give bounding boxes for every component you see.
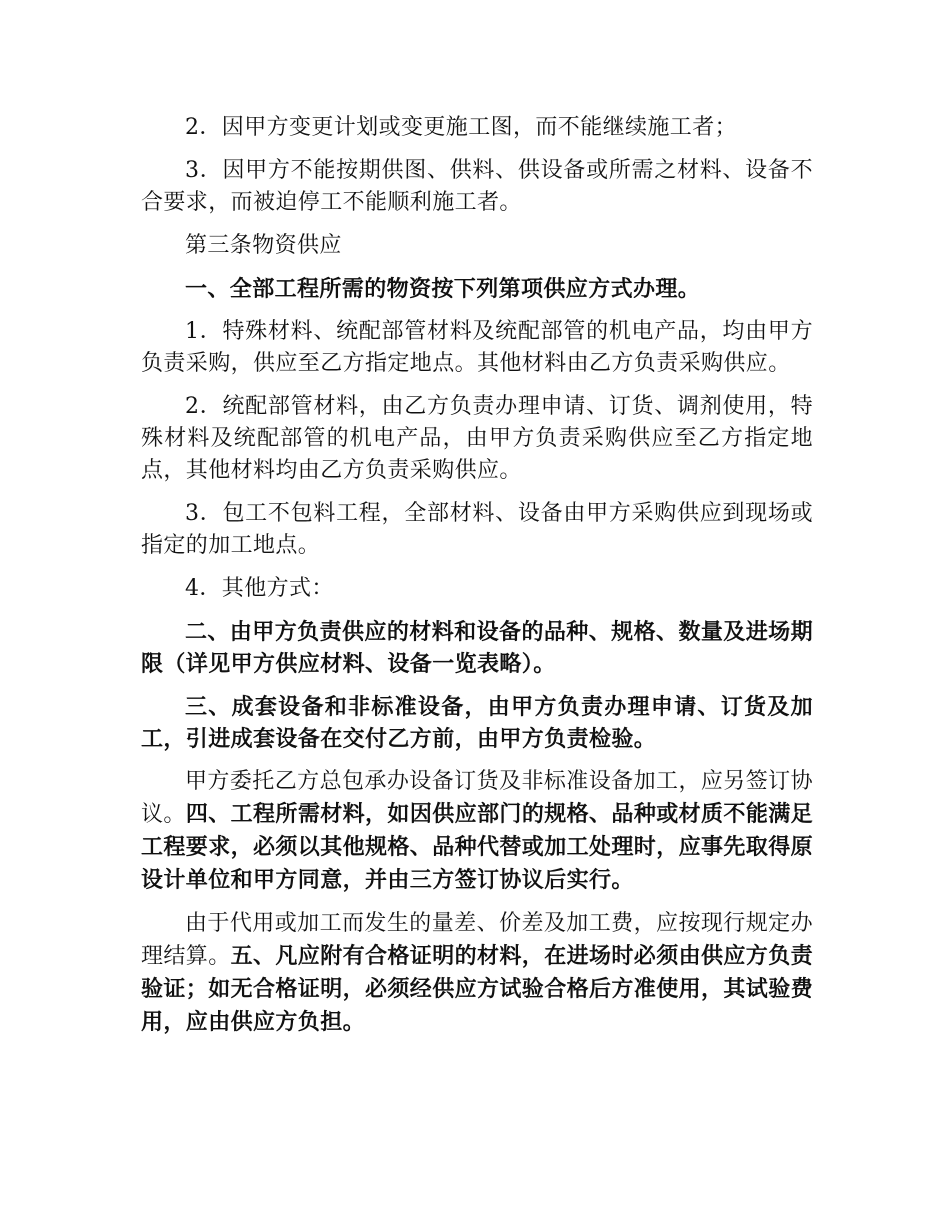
paragraph-1 xyxy=(141,112,813,144)
paragraph-option-1 xyxy=(141,316,813,380)
section-heading-article-3-text: 第三条物资供应 xyxy=(185,233,342,258)
paragraph-option-4-text: 4．其他方式： xyxy=(185,576,334,601)
paragraph-clause-5 xyxy=(141,908,813,1039)
paragraph-clause-3-text: 三、成套设备和非标准设备，由甲方负责办理申请、订货及加工，引进成套设备在交付乙方前，由甲方负责检验。 xyxy=(141,694,813,752)
paragraph-clause-5-bold: 五、凡应附有合格证明的材料，在进场时必须由供应方负责验证；如无合格证明，必须经供应方试验合格后方准使用，其试验费用，应由供应方负担。 xyxy=(141,943,814,1035)
paragraph-option-3-text: 3．包工不包料工程，全部材料、设备由甲方采购供应到现场或指定的加工地点。 xyxy=(141,501,813,558)
paragraph-clause-1-text: 一、全部工程所需的物资按下列第项供应方式办理。 xyxy=(185,276,701,302)
paragraph-2-text: 3．因甲方不能按期供图、供料、供设备或所需之材料、设备不合要求，而被迫停工不能顺利施工者。 xyxy=(141,158,813,215)
paragraph-option-2-text: 2．统配部管材料，由乙方负责办理申请、订货、调剂使用，特殊材料及统配部管的机电产品，由甲方负责采购供应至乙方指定地点，其他材料均由乙方负责采购供应。 xyxy=(141,394,813,483)
paragraph-clause-1 xyxy=(141,273,813,305)
section-heading-article-3 xyxy=(141,230,813,262)
paragraph-clause-2-text: 二、由甲方负责供应的材料和设备的品种、规格、数量及进场期限（详见甲方供应材料、设备一览表略）。 xyxy=(141,619,813,677)
paragraph-option-4 xyxy=(141,573,813,605)
paragraph-clause-2 xyxy=(141,616,813,680)
paragraph-option-3 xyxy=(141,498,813,562)
paragraph-option-1-text: 1．特殊材料、统配部管材料及统配部管的机电产品，均由甲方负责采购，供应至乙方指定地点。其他材料由乙方负责采购供应。 xyxy=(141,319,813,376)
paragraph-clause-5-intro: 由于代用或加工而发生的量差、价差及加工费，应按现行规定办理结算。 xyxy=(141,911,813,969)
paragraph-2 xyxy=(141,155,813,219)
paragraph-clause-4 xyxy=(141,766,813,897)
document-page xyxy=(141,112,813,1050)
paragraph-clause-3 xyxy=(141,691,813,755)
paragraph-clause-4-bold: 四、工程所需材料，如因供应部门的规格、品种或材质不能满足工程要求，必须以其他规格、品种代替或加工处理时，应事先取得原设计单位和甲方同意，并由三方签订协议后实行。 xyxy=(141,801,814,893)
paragraph-option-2 xyxy=(141,391,813,487)
paragraph-1-text: 2．因甲方变更计划或变更施工图，而不能继续施工者； xyxy=(185,115,737,140)
paragraph-clause-4-intro: 甲方委托乙方总包承办设备订货及非标准设备加工，应另签订协议。 xyxy=(141,769,813,827)
